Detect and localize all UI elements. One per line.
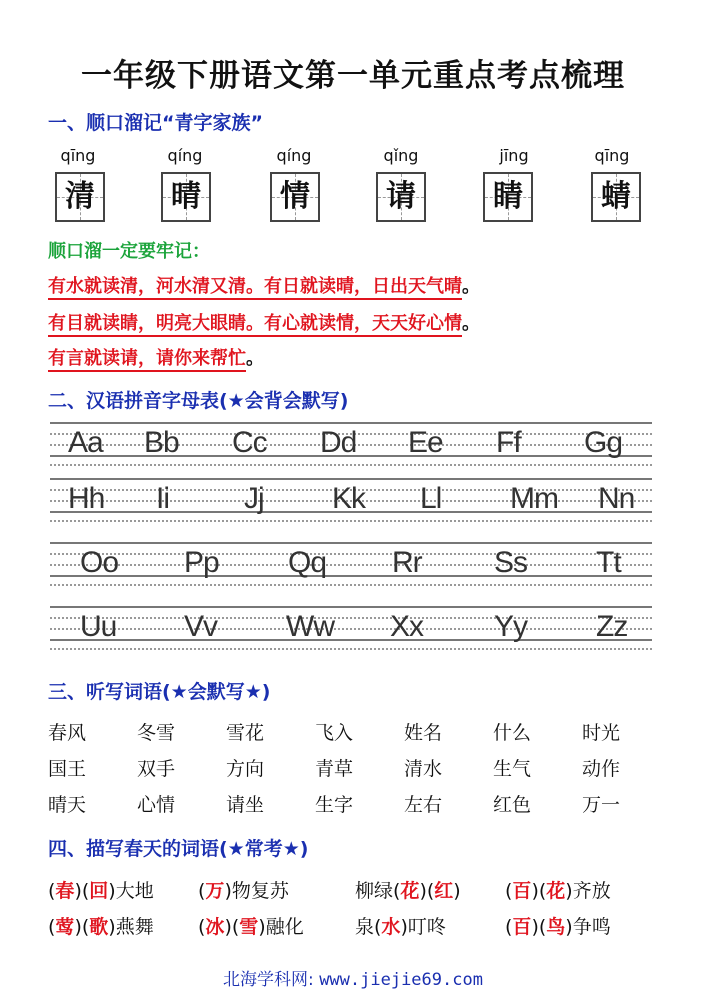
letter-tt: Tt — [596, 546, 621, 579]
letter-hh: Hh — [68, 482, 105, 515]
rhyme-line-1 — [48, 272, 480, 298]
char-box-4 — [376, 172, 426, 222]
char-1: 清 — [65, 179, 95, 214]
rhyme-line-3 — [48, 344, 264, 370]
letter-bb: Bb — [144, 426, 179, 459]
section3-heading: 三、听写词语(★会默写★) — [48, 681, 271, 703]
letter-oo: Oo — [80, 546, 119, 579]
letter-yy: Yy — [494, 610, 528, 643]
alphabet-row-4 — [50, 604, 652, 650]
word: 请坐 — [226, 794, 265, 816]
char-4: 请 — [386, 179, 416, 214]
page-title: 一年级下册语文第一单元重点考点梳理 — [81, 58, 625, 94]
rhyme-line-2-text: 有目就读睛，明亮大眼睛。有心就读情，天天好心情 — [48, 313, 462, 337]
word: 国王 — [48, 758, 87, 780]
rhyme-line-3-end: 。 — [246, 348, 264, 369]
word: 万一 — [582, 794, 621, 816]
spring-phrase: (春)(回)大地 — [48, 880, 154, 902]
spring-phrase: (万)物复苏 — [198, 880, 289, 902]
pinyin-row — [0, 146, 706, 166]
pinyin-4: qǐng — [383, 146, 419, 165]
letter-nn: Nn — [598, 482, 635, 515]
alphabet-row-3 — [50, 540, 652, 586]
rhyme-line-2 — [48, 309, 480, 335]
char-3: 情 — [280, 179, 310, 214]
char-box-3 — [270, 172, 320, 222]
letter-ii: Ii — [156, 482, 169, 515]
word: 冬雪 — [137, 722, 176, 744]
letter-ee: Ee — [408, 426, 443, 459]
letter-kk: Kk — [332, 482, 366, 515]
word: 清水 — [404, 758, 443, 780]
pinyin-1: qīng — [60, 146, 96, 165]
spring-phrase: (冰)(雪)融化 — [198, 916, 304, 938]
word: 时光 — [582, 722, 621, 744]
char-6: 蜻 — [601, 179, 631, 214]
spring-phrase: 柳绿(花)(红) — [355, 880, 461, 902]
word: 方向 — [226, 758, 265, 780]
word: 雪花 — [226, 722, 265, 744]
section1-heading: 一、顺口溜记“青字家族” — [48, 112, 263, 134]
word: 什么 — [493, 722, 532, 744]
spring-phrase: (百)(鸟)争鸣 — [505, 916, 611, 938]
char-box-2 — [161, 172, 211, 222]
letter-jj: Jj — [244, 482, 264, 515]
word: 春风 — [48, 722, 87, 744]
letter-xx: Xx — [390, 610, 424, 643]
word: 生字 — [315, 794, 354, 816]
word: 姓名 — [404, 722, 443, 744]
word: 飞入 — [315, 722, 354, 744]
letter-vv: Vv — [184, 610, 218, 643]
word: 左右 — [404, 794, 443, 816]
letter-aa: Aa — [68, 426, 103, 459]
footer-label: 北海学科网: — [223, 970, 320, 990]
letter-ww: Ww — [286, 610, 334, 643]
word: 双手 — [137, 758, 176, 780]
word: 动作 — [582, 758, 621, 780]
pinyin-2: qíng — [167, 146, 203, 165]
alphabet-row-1 — [50, 420, 652, 466]
letter-rr: Rr — [392, 546, 422, 579]
letter-ll: Ll — [420, 482, 442, 515]
remember-label: 顺口溜一定要牢记： — [48, 241, 210, 262]
char-box-6 — [591, 172, 641, 222]
word: 红色 — [493, 794, 532, 816]
rhyme-line-1-text: 有水就读清，河水清又清。有日就读晴，日出天气晴 — [48, 276, 462, 300]
footer-watermark — [0, 965, 706, 990]
letter-qq: Qq — [288, 546, 327, 579]
char-box-5 — [483, 172, 533, 222]
pinyin-5: jīng — [499, 146, 529, 165]
letter-dd: Dd — [320, 426, 357, 459]
letter-uu: Uu — [80, 610, 117, 643]
letter-mm: Mm — [510, 482, 558, 515]
letter-ff: Ff — [496, 426, 521, 459]
letter-ss: Ss — [494, 546, 528, 579]
char-2: 晴 — [171, 179, 201, 214]
rhyme-line-2-end: 。 — [462, 313, 480, 334]
char-box-1 — [55, 172, 105, 222]
word: 心情 — [137, 794, 176, 816]
letter-zz: Zz — [596, 610, 628, 643]
pinyin-3: qíng — [276, 146, 312, 165]
footer-url[interactable]: www.jiejie69.com — [319, 970, 483, 990]
spring-phrase: (百)(花)齐放 — [505, 880, 611, 902]
rhyme-line-1-end: 。 — [462, 276, 480, 297]
word: 生气 — [493, 758, 532, 780]
pinyin-6: qīng — [594, 146, 630, 165]
rhyme-line-3-text: 有言就读请，请你来帮忙 — [48, 348, 246, 372]
char-5: 睛 — [493, 179, 523, 214]
spring-phrase: 泉(水)叮咚 — [355, 916, 446, 938]
word: 青草 — [315, 758, 354, 780]
word: 晴天 — [48, 794, 87, 816]
spring-phrase: (莺)(歌)燕舞 — [48, 916, 154, 938]
character-grid-row — [0, 172, 706, 224]
letter-pp: Pp — [184, 546, 219, 579]
section2-heading: 二、汉语拼音字母表(★会背会默写) — [48, 390, 349, 412]
section4-heading: 四、描写春天的词语(★常考★) — [48, 838, 309, 860]
alphabet-row-2 — [50, 476, 652, 522]
letter-cc: Cc — [232, 426, 267, 459]
letter-gg: Gg — [584, 426, 623, 459]
